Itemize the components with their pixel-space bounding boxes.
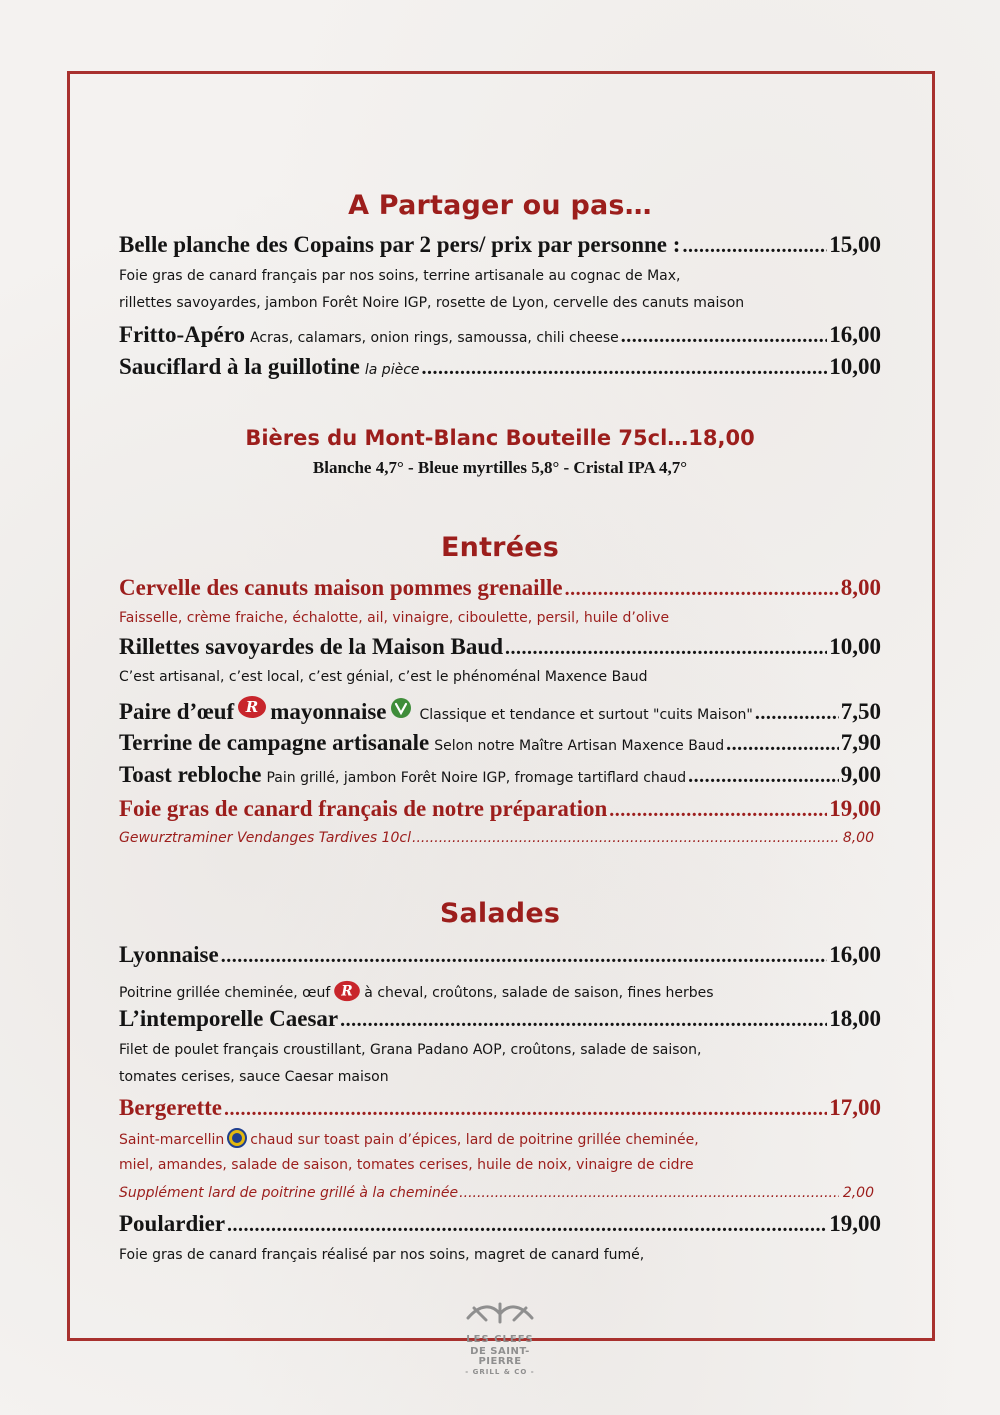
leader-dots <box>726 733 839 756</box>
item-name: Sauciflard à la guillotine <box>119 354 360 379</box>
subitem-name: Supplément lard de poitrine grillé à la cheminée <box>119 1185 459 1201</box>
item-name: Foie gras de canard français de notre préparation <box>119 796 608 821</box>
item-description: Foie gras de canard français par nos soins, terrine artisanale au cognac de Max, <box>119 268 681 284</box>
menu-item-belle-planche <box>119 232 881 258</box>
item-name: Terrine de campagne artisanale <box>119 730 430 755</box>
leader-dots <box>221 945 828 968</box>
section-title-entrees: Entrées <box>441 532 559 563</box>
menu-item-caesar <box>119 1006 881 1032</box>
item-description <box>119 980 881 1006</box>
section-title-salades: Salades <box>439 898 561 929</box>
menu-item-bergerette <box>119 1095 881 1121</box>
leader-dots <box>227 1214 827 1237</box>
menu-item-oeuf-mayonnaise <box>119 695 881 725</box>
leader-dots <box>505 637 827 660</box>
item-inline-description: Acras, calamars, onion rings, samoussa, chili cheese <box>250 330 619 346</box>
item-description: rillettes savoyardes, jambon Forêt Noire IGP, rosette de Lyon, cervelle des canuts maison <box>119 295 745 311</box>
logo-line-1: LES CLEFS <box>466 1334 534 1345</box>
menu-item-rillettes <box>119 634 881 660</box>
item-description: tomates cerises, sauce Caesar maison <box>119 1069 389 1085</box>
item-name: Belle planche des Copains par 2 pers/ prix par personne : <box>119 232 681 257</box>
item-price: 15,00 <box>829 232 881 257</box>
item-price: 7,50 <box>840 699 881 724</box>
menu-subitem-gewurztraminer <box>119 830 874 846</box>
item-inline-description: la pièce <box>364 362 420 378</box>
leader-dots <box>422 357 828 380</box>
item-description: miel, amandes, salade de saison, tomates cerises, huile de noix, vinaigre de cidre <box>119 1157 694 1173</box>
logo-line-3: - GRILL & CO - <box>465 1368 535 1376</box>
menu-item-cervelle-canuts <box>119 575 881 601</box>
item-name: Bergerette <box>119 1095 222 1120</box>
item-price: 19,00 <box>829 796 881 821</box>
leader-dots <box>412 830 839 846</box>
item-description <box>119 1128 881 1152</box>
menu-item-fritto-apero <box>119 322 881 348</box>
leader-dots <box>340 1009 827 1032</box>
leader-dots <box>459 1185 839 1201</box>
menu-item-foie-gras <box>119 796 881 822</box>
item-description-part: Saint-marcellin <box>119 1132 225 1148</box>
item-price: 8,00 <box>840 575 881 600</box>
item-price: 7,90 <box>840 730 881 755</box>
menu-item-poulardier <box>119 1211 881 1237</box>
item-price: 16,00 <box>829 322 881 347</box>
logo-line-2: DE SAINT-PIERRE <box>470 1346 530 1367</box>
vegetarian-leaf-icon <box>390 697 412 724</box>
subitem-price: 2,00 <box>842 1185 874 1201</box>
item-description: Filet de poulet français croustillant, Grana Padano AOP, croûtons, salade de saison, <box>119 1042 702 1058</box>
leader-dots <box>621 325 828 348</box>
label-rouge-icon <box>333 980 361 1006</box>
menu-item-lyonnaise <box>119 942 881 968</box>
leader-dots <box>224 1098 827 1121</box>
item-price: 17,00 <box>829 1095 881 1120</box>
item-description-part: à cheval, croûtons, salade de saison, fines herbes <box>364 985 714 1001</box>
item-name: L’intemporelle Caesar <box>119 1006 339 1031</box>
item-name: Paire d’œuf <box>119 699 235 724</box>
item-inline-description: Selon notre Maître Artisan Maxence Baud <box>434 738 725 754</box>
item-inline-description: Classique et tendance et surtout "cuits Maison" <box>419 707 753 723</box>
menu-item-terrine <box>119 730 881 756</box>
restaurant-logo <box>450 1300 550 1376</box>
item-price: 9,00 <box>840 762 881 787</box>
item-price: 10,00 <box>829 354 881 379</box>
svg-text:R: R <box>245 698 259 716</box>
item-price: 18,00 <box>829 1006 881 1031</box>
subitem-name: Gewurztraminer Vendanges Tardives 10cl <box>119 830 411 846</box>
leader-dots <box>565 578 839 601</box>
menu-item-toast-rebloche <box>119 762 881 788</box>
item-name: Fritto-Apéro <box>119 322 246 347</box>
label-rouge-icon <box>237 695 267 724</box>
item-description: Foie gras de canard français réalisé par nos soins, magret de canard fumé, <box>119 1247 645 1263</box>
item-price: 16,00 <box>829 942 881 967</box>
leader-dots <box>688 765 839 788</box>
beer-offer-title: Bières du Mont-Blanc Bouteille 75cl…18,00 <box>245 426 755 450</box>
item-name: Toast rebloche <box>119 762 262 787</box>
leader-dots <box>682 235 827 258</box>
keys-logo-icon <box>460 1300 540 1326</box>
item-name: Lyonnaise <box>119 942 219 967</box>
igp-seal-icon <box>227 1128 247 1152</box>
item-inline-description: Pain grillé, jambon Forêt Noire IGP, fromage tartiflard chaud <box>266 770 687 786</box>
section-title-partager: A Partager ou pas… <box>348 190 652 221</box>
leader-dots <box>609 799 827 822</box>
item-price: 10,00 <box>829 634 881 659</box>
item-description: C’est artisanal, c’est local, c’est génial, c’est le phénoménal Maxence Baud <box>119 669 648 685</box>
item-description-part: chaud sur toast pain d’épices, lard de poitrine grillée cheminée, <box>250 1132 699 1148</box>
beer-offer-list: Blanche 4,7° - Bleue myrtilles 5,8° - Cristal IPA 4,7° <box>312 458 688 477</box>
item-description-part: Poitrine grillée cheminée, œuf <box>119 985 331 1001</box>
item-name: mayonnaise <box>270 699 387 724</box>
item-name: Poulardier <box>119 1211 226 1236</box>
svg-text:R: R <box>341 983 354 1000</box>
item-name: Rillettes savoyardes de la Maison Baud <box>119 634 503 659</box>
menu-subitem-supplement-lard <box>119 1185 874 1201</box>
subitem-price: 8,00 <box>842 830 874 846</box>
menu-item-sauciflard <box>119 354 881 380</box>
item-name: Cervelle des canuts maison pommes grenaille <box>119 575 563 600</box>
item-price: 19,00 <box>829 1211 881 1236</box>
item-description: Faisselle, crème fraiche, échalotte, ail, vinaigre, ciboulette, persil, huile d’olive <box>119 610 670 626</box>
leader-dots <box>755 702 839 725</box>
